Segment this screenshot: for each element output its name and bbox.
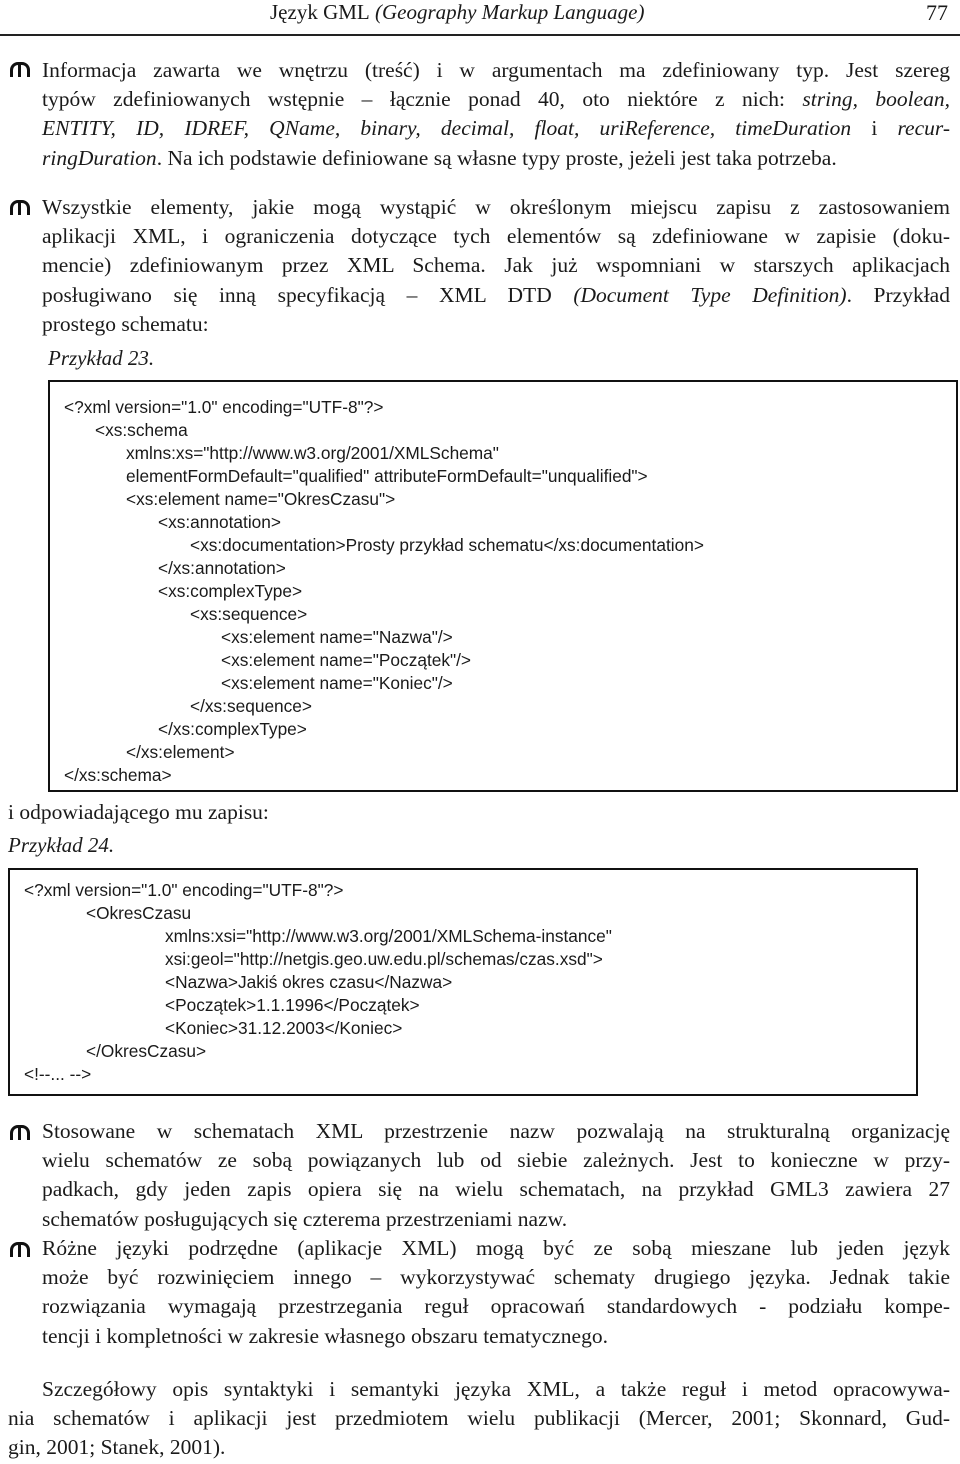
code-line: <xs:complexType> [158,581,303,601]
page-header [0,0,960,36]
bullet-icon [10,58,30,78]
text-line: Informacja zawarta we wnętrzu (treść) i w argumentach ma zdefiniowany typ. Jest szereg [42,58,950,82]
text-line: Szczegółowy opis syntaktyki i semantyki języka XML, a także reguł i metod opracowywa- [42,1377,950,1401]
text-line: Stosowane w schematach XML przestrzenie nazw pozwalają na strukturalną organizację [42,1119,950,1143]
code-line: </xs:element> [126,742,235,762]
text-span-italic: recur- [897,116,950,141]
closing-paragraph [8,1375,950,1463]
code-line: elementFormDefault="qualified" attributeFormDefault="unqualified"> [126,466,648,486]
code-line: <xs:element name="Koniec"/> [221,673,453,693]
text-line: prostego schematu: [42,311,209,336]
code-line: <xs:schema [95,420,188,440]
running-title-lead: Język GML [270,0,370,24]
code-line: </xs:schema> [64,765,172,785]
text-span: i [851,116,898,141]
code-line: xmlns:xs="http://www.w3.org/2001/XMLSchema" [126,443,499,463]
text-line: padkach, gdy jeden zapis opiera się na wielu schematach, na przykład GML3 zawiera 27 [42,1177,950,1202]
text-line [42,281,950,310]
code-line: </xs:annotation> [158,558,286,578]
code-line: <xs:annotation> [158,512,281,532]
example-23-caption: Przykład 23. [48,346,155,370]
text-line: tencji i kompletności w zakresie własnego obszaru tematycznego. [42,1323,608,1348]
page-number: 77 [926,0,948,25]
code-line: </OkresCzasu> [86,1041,207,1061]
code-line: xmlns:xsi="http://www.w3.org/2001/XMLSchema-instance" [165,926,612,946]
text-line: może być rozwinięciem innego – wykorzystywać schematy drugiego języka. Jednak takie [42,1265,950,1290]
code-line: <xs:sequence> [190,604,308,624]
code-line: <Nazwa>Jakiś okres czasu</Nazwa> [165,972,453,992]
text-span: posługiwano się inną specyfikacją – XML DTD [42,282,574,307]
example-24-code-box [8,868,918,1096]
text-span: . Na ich podstawie definiowane są własne typy proste, jeżeli jest taka potrzeba. [156,145,837,170]
text-line [42,144,950,173]
running-title-italic: (Geography Markup Language) [374,0,645,24]
bullet-icon [10,196,30,216]
code-line: <xs:element name="Nazwa"/> [221,627,453,647]
example-23-code-box [48,380,958,792]
running-title [270,0,644,25]
text-span-italic: (Document Type Definition) [573,282,847,307]
text-span-italic: ENTITY, ID, IDREF, QName, binary, decimal, float, uriReference, timeDuration [42,116,852,141]
code-line: <Koniec>31.12.2003</Koniec> [165,1018,403,1038]
text-line: rozwiązania wymagają przestrzegania reguł opracowań standardowych - podziału kompe- [42,1294,950,1319]
code-line: <Początek>1.1.1996</Początek> [165,995,420,1015]
bullet-paragraph-languages [42,1234,950,1351]
text-line: nia schematów i aplikacji jest przedmiotem wielu publikacji (Mercer, 2001; Skonnard, Gud- [8,1406,950,1431]
text-span-italic: string, boolean, [802,87,950,112]
text-line [42,114,950,143]
text-span-italic: ringDuration [42,145,157,170]
code-line: </xs:sequence> [190,696,313,716]
code-line: <xs:documentation>Prosty przykład schematu</xs:documentation> [190,535,704,555]
bullet-icon [10,1121,30,1141]
text-span: . Przykład [846,282,950,307]
code-line: <xs:element name="OkresCzasu"> [126,489,396,509]
code-line: <?xml version="1.0" encoding="UTF-8"?> [24,880,344,900]
example-24-caption: Przykład 24. [8,833,115,857]
bullet-icon [10,1238,30,1258]
text-line: mencie) zdefiniowanym przez XML Schema. Jak już wspomniani w starszych aplikacjach [42,253,950,278]
text-line: Różne języki podrzędne (aplikacje XML) mogą być ze sobą mieszane lub jeden język [42,1236,950,1260]
text-line: Wszystkie elementy, jakie mogą wystąpić w określonym miejscu zapisu z zastosowaniem [42,195,950,219]
between-text: i odpowiadającego mu zapisu: [8,800,269,824]
text-line: aplikacji XML, i ograniczenia dotyczące tych elementów są zdefiniowane w zapisie (doku- [42,224,950,249]
code-line: <!--... --> [24,1064,92,1084]
text-line [42,85,950,114]
text-line: wielu schematów ze sobą powiązanych lub od siebie zależnych. Jest to konieczne w przy- [42,1148,950,1173]
bullet-paragraph-namespaces [42,1117,950,1234]
code-line: <?xml version="1.0" encoding="UTF-8"?> [64,397,384,417]
text-line: gin, 2001; Stanek, 2001). [8,1435,226,1460]
bullet-paragraph-types [42,56,950,173]
code-line: </xs:complexType> [158,719,307,739]
code-line: <xs:element name="Początek"/> [221,650,472,670]
text-span: typów zdefiniowanych wstępnie – łącznie ponad 40, oto niektóre z nich: [42,87,803,112]
code-line: xsi:geol="http://netgis.geo.uw.edu.pl/schemas/czas.xsd"> [165,949,603,969]
code-line: <OkresCzasu [86,903,192,923]
bullet-paragraph-elements [42,193,950,339]
text-line: schematów posługujących się czterema przestrzeniami nazw. [42,1206,568,1231]
